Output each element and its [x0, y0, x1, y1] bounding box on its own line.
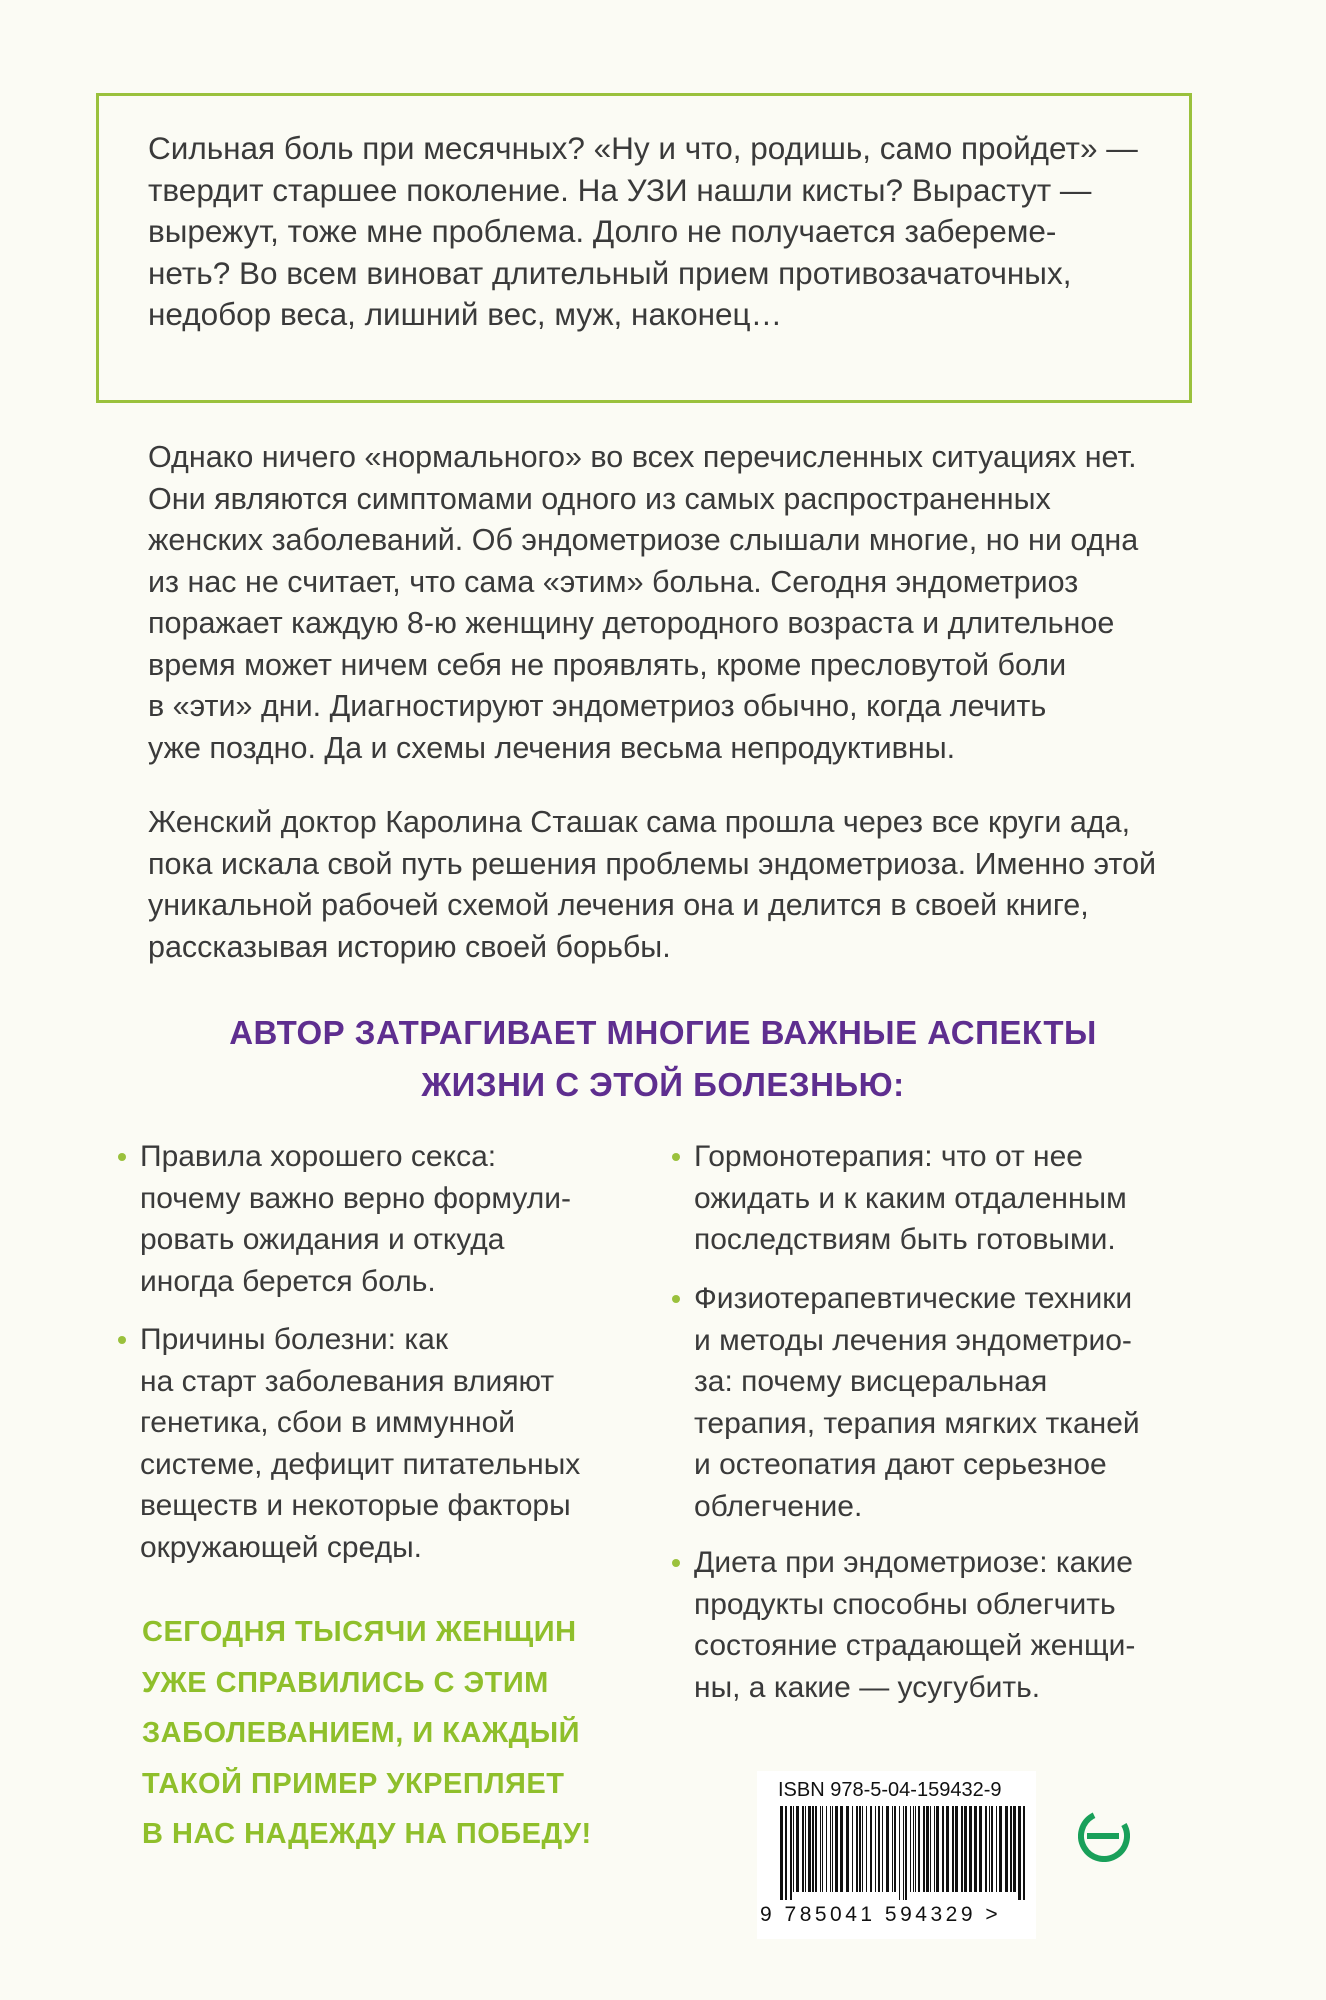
- paragraph-line: пока искала свой путь решения проблемы эндометриоза. Именно этой: [148, 846, 1157, 881]
- bullet-text: [694, 1278, 1192, 1527]
- bullet-line: ровать ожидания и откуда: [140, 1223, 505, 1256]
- bullet-dot-icon: [672, 1295, 680, 1303]
- closing-line: УЖЕ СПРАВИЛИСЬ С ЭТИМ: [142, 1666, 549, 1699]
- barcode-bar: [923, 1806, 925, 1892]
- barcode-bar: [808, 1806, 811, 1892]
- closing-line: ТАКОЙ ПРИМЕР УКРЕПЛЯЕТ: [142, 1767, 565, 1800]
- bullet-line: и остеопатия дают серьезное: [694, 1448, 1107, 1481]
- section-heading-line2: ЖИЗНИ С ЭТОЙ БОЛЕЗНЬЮ:: [421, 1066, 905, 1103]
- paragraph-line: уже поздно. Да и схемы лечения весьма непродуктивны.: [148, 730, 956, 765]
- quote-text: [148, 128, 1148, 336]
- bullet-line: Диета при эндометриозе: какие: [694, 1546, 1133, 1579]
- barcode: [778, 1806, 1028, 1900]
- bullet-dot-icon: [672, 1153, 680, 1161]
- quote-line: недобор веса, лишний вес, муж, наконец…: [148, 296, 783, 332]
- bullet-line: иногда берется боль.: [140, 1264, 436, 1298]
- bullet-line: состояние страдающей женщи-: [694, 1629, 1136, 1662]
- bullet-line: Причины болезни: как: [140, 1323, 448, 1356]
- barcode-bar: [946, 1806, 949, 1892]
- barcode-bar: [926, 1806, 929, 1892]
- barcode-bar: [918, 1806, 920, 1892]
- barcode-bar: [905, 1806, 907, 1900]
- barcode-bar: [985, 1806, 987, 1892]
- bullet-line: системе, дефицит питательных: [140, 1447, 581, 1481]
- bullet-line: продукты способны облегчить: [694, 1587, 1116, 1621]
- bullet-line: Гормонотерапия: что от нее: [694, 1140, 1083, 1173]
- paragraph-line: время может ничем себя не проявлять, кроме пресловутой боли: [148, 647, 1067, 682]
- bullet-dot-icon: [118, 1336, 126, 1344]
- barcode-bar: [820, 1806, 821, 1892]
- bullet-line: ожидать и к каким отдаленным: [694, 1181, 1127, 1215]
- closing-statement: [142, 1607, 612, 1860]
- bullet-line: генетика, сбои в иммунной: [140, 1406, 516, 1439]
- barcode-bar: [942, 1806, 944, 1892]
- bullet-line: терапия, терапия мягких тканей: [694, 1406, 1140, 1440]
- bullet-item-hormones: [672, 1136, 1192, 1261]
- barcode-bar: [974, 1806, 977, 1892]
- barcode-bar: [796, 1806, 799, 1892]
- barcode-bar: [852, 1806, 853, 1892]
- bullet-line: Правила хорошего секса:: [140, 1140, 497, 1173]
- barcode-bar: [790, 1806, 792, 1900]
- barcode-bar: [910, 1806, 911, 1892]
- barcode-bar: [886, 1806, 889, 1892]
- barcode-bar: [840, 1806, 843, 1892]
- barcode-bar: [870, 1806, 872, 1892]
- closing-line: ЗАБОЛЕВАНИЕМ, И КАЖДЫЙ: [142, 1717, 580, 1749]
- barcode-bar: [964, 1806, 967, 1892]
- bullet-item-sex: [118, 1136, 638, 1302]
- barcode-bar: [822, 1806, 823, 1892]
- closing-line: В НАС НАДЕЖДУ НА ПОБЕДУ!: [142, 1818, 592, 1850]
- barcode-bar: [830, 1806, 831, 1892]
- barcode-bar: [802, 1806, 804, 1892]
- bullet-line: последствиям быть готовыми.: [694, 1223, 1116, 1256]
- quote-line: вырежут, тоже мне проблема. Долго не получается забереме-: [148, 213, 1057, 249]
- barcode-bar: [936, 1806, 939, 1892]
- isbn-digits: 9 785041 594329 >: [760, 1903, 1002, 1926]
- barcode-bar: [780, 1806, 783, 1900]
- barcode-bar: [934, 1806, 935, 1892]
- barcode-bar: [805, 1806, 806, 1892]
- barcode-bar: [989, 1806, 990, 1892]
- paragraph-line: поражает каждую 8-ю женщину детородного возраста и длительное: [148, 606, 1115, 640]
- bullet-dot-icon: [672, 1559, 680, 1567]
- barcode-bar: [955, 1806, 958, 1892]
- paragraph-line: рассказывая историю своей борьбы.: [148, 929, 671, 964]
- paragraph-line: из нас не считает, что сама «этим» больна. Сегодня эндометриоз: [148, 564, 1079, 599]
- barcode-bar: [969, 1806, 972, 1892]
- barcode-bar: [812, 1806, 814, 1892]
- bullet-line: и методы лечения эндометрио-: [694, 1323, 1132, 1357]
- barcode-bar: [875, 1806, 876, 1892]
- publisher-logo-icon: [1078, 1810, 1130, 1862]
- barcode-bar: [894, 1806, 896, 1892]
- bullet-line: за: почему висцеральная: [694, 1365, 1048, 1398]
- bullet-line: Физиотерапевтические техники: [694, 1282, 1133, 1315]
- barcode-bar: [979, 1806, 982, 1892]
- bullet-line: веществ и некоторые факторы: [140, 1489, 571, 1522]
- bullet-text: [140, 1319, 638, 1568]
- barcode-bar: [961, 1806, 963, 1892]
- paragraph-line: Женский доктор Каролина Сташак сама прошла через все круги ада,: [148, 805, 1131, 839]
- bullet-line: ны, а какие — усугубить.: [694, 1670, 1041, 1704]
- paragraph-intro: [148, 437, 1158, 769]
- bullet-line: на старт заболевания влияют: [140, 1364, 555, 1398]
- paragraph-line: Они являются симптомами одного из самых распространенных: [148, 481, 1051, 516]
- barcode-bar: [996, 1806, 997, 1892]
- barcode-bar: [1023, 1806, 1025, 1900]
- bullet-text: [694, 1136, 1192, 1261]
- barcode-bar: [832, 1806, 833, 1892]
- barcode-bar: [915, 1806, 916, 1892]
- barcode-bar: [862, 1806, 863, 1892]
- barcode-bar: [846, 1806, 849, 1892]
- bullet-line: облегчение.: [694, 1489, 863, 1523]
- barcode-bar: [952, 1806, 954, 1892]
- barcode-bar: [999, 1806, 1002, 1892]
- bullet-text: [694, 1542, 1192, 1708]
- barcode-bar: [878, 1806, 880, 1892]
- barcode-bar: [1018, 1806, 1021, 1900]
- closing-line: СЕГОДНЯ ТЫСЯЧИ ЖЕНЩИН: [142, 1616, 577, 1648]
- barcode-bar: [930, 1806, 931, 1892]
- barcode-bar: [826, 1806, 827, 1892]
- isbn-label: ISBN 978-5-04-159432-9: [778, 1779, 1002, 1801]
- quote-line: твердит старшее поколение. На УЗИ нашли кисты? Вырастут —: [148, 171, 1092, 208]
- quote-line: Сильная боль при месячных? «Ну и что, родишь, само пройдет» —: [148, 130, 1138, 166]
- barcode-bar: [856, 1806, 858, 1892]
- bullet-line: почему важно верно формули-: [140, 1181, 571, 1215]
- paragraph-line: уникальной рабочей схемой лечения она и делится в своей книге,: [148, 888, 1089, 922]
- bullet-item-diet: [672, 1542, 1192, 1708]
- bullet-item-physio: [672, 1278, 1192, 1527]
- barcode-bar: [859, 1806, 861, 1892]
- bullet-dot-icon: [118, 1153, 126, 1161]
- barcode-bar: [866, 1806, 867, 1892]
- barcode-bar: [892, 1806, 893, 1892]
- barcode-bar: [1013, 1806, 1016, 1892]
- barcode-bar: [913, 1806, 914, 1892]
- barcode-bar: [1010, 1806, 1012, 1892]
- barcode-bar: [785, 1806, 787, 1900]
- paragraph-author: [148, 802, 1158, 968]
- section-heading-line1: АВТОР ЗАТРАГИВАЕТ МНОГИЕ ВАЖНЫЕ АСПЕКТЫ: [229, 1014, 1097, 1051]
- barcode-bar: [991, 1806, 993, 1892]
- paragraph-line: Однако ничего «нормального» во всех перечисленных ситуациях нет.: [148, 440, 1137, 474]
- paragraph-line: в «эти» дни. Диагностируют эндометриоз обычно, когда лечить: [148, 689, 1047, 723]
- bullet-line: окружающей среды.: [140, 1530, 422, 1564]
- quote-line: неть? Во всем виноват длительный прием противозачаточных,: [148, 254, 1072, 291]
- barcode-bar: [793, 1806, 794, 1892]
- barcode-bar: [835, 1806, 838, 1892]
- barcode-bar: [882, 1806, 883, 1892]
- bullet-text: [140, 1136, 638, 1302]
- paragraph-line: женских заболеваний. Об эндометриозе слышали многие, но ни одна: [148, 523, 1139, 557]
- barcode-bar: [815, 1806, 817, 1892]
- barcode-bar: [903, 1806, 904, 1900]
- barcode-bar: [899, 1806, 900, 1900]
- bullet-item-causes: [118, 1319, 638, 1568]
- barcode-bar: [1005, 1806, 1008, 1892]
